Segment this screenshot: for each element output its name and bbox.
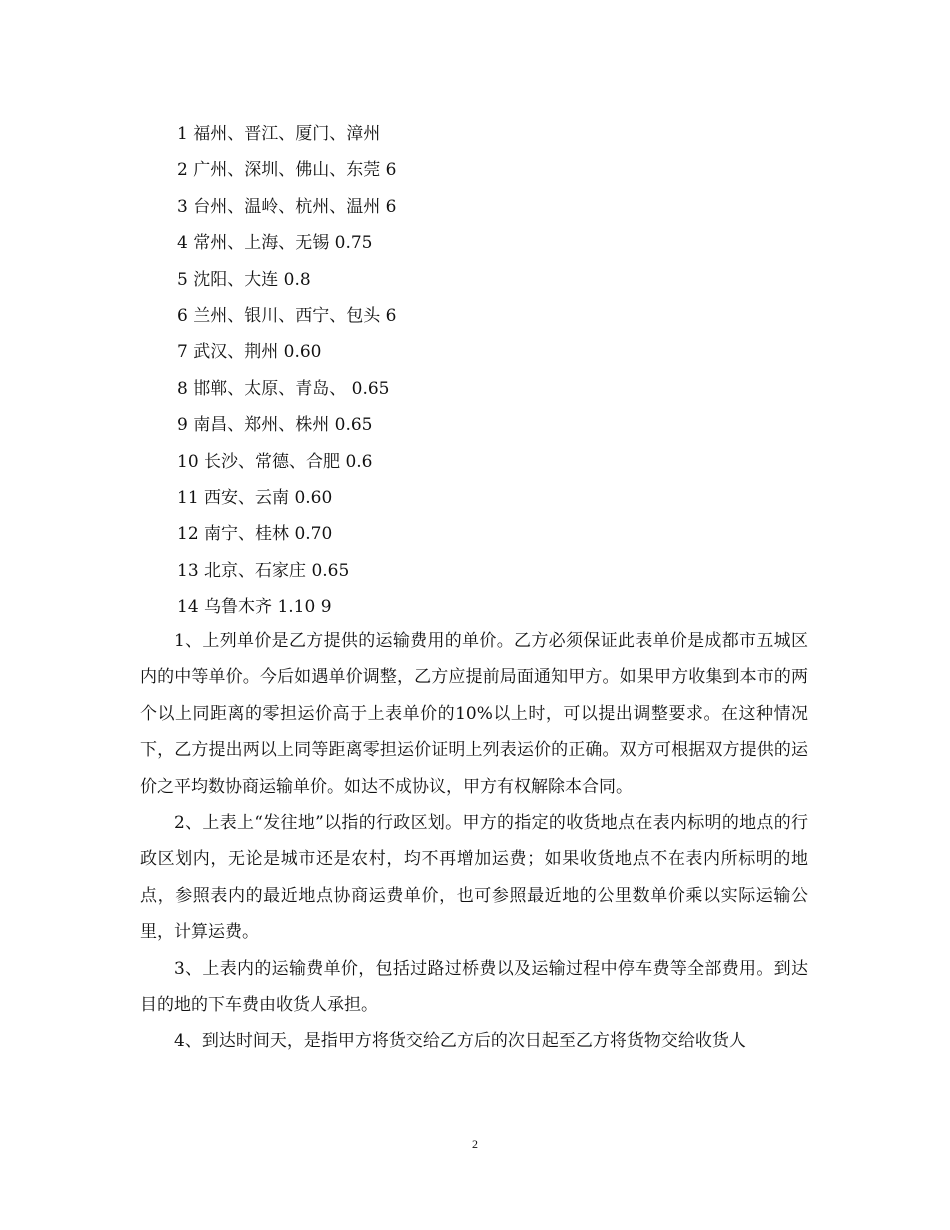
rate-list-item: 6 兰州、银川、西宁、包头 6 — [177, 305, 397, 326]
rate-list-item: 5 沈阳、大连 0.8 — [177, 269, 311, 290]
rate-list-item: 1 福州、晋江、厦门、漳州 — [177, 124, 381, 144]
rate-list-item: 7 武汉、荆州 0.60 — [177, 342, 322, 363]
page-number: 2 — [472, 1137, 478, 1151]
rate-list-item: 2 广州、深圳、佛山、东莞 6 — [177, 160, 397, 181]
rate-list-item: 8 邯郸、太原、青岛、 0.65 — [177, 378, 390, 399]
rate-list — [177, 116, 817, 625]
rate-list-item: 10 长沙、常德、合肥 0.6 — [177, 451, 373, 472]
paragraph-clause-2: 2、上表上“发往地”以指的行政区划。甲方的指定的收货地点在表内标明的地点的行政区划内，无论是城市还是农村，均不再增加运费；如果收货地点不在表内所标明的地点，参照表内的最近地点协商运费单价，也可参照最近地的公里数单价乘以实际运输公里，计算运费。 — [140, 813, 808, 943]
rate-list-item: 14 乌鲁木齐 1.10 9 — [177, 597, 332, 618]
paragraph-clause-1: 1、上列单价是乙方提供的运输费用的单价。乙方必须保证此表单价是成都市五城区内的中等单价。今后如遇单价调整，乙方应提前局面通知甲方。如果甲方收集到本市的两个以上同距离的零担运价高于上表单价的10%以上时，可以提出调整要求。在这种情况下，乙方提出两以上同等距离零担运价证明上列表运价的正确。双方可根据双方提供的运价之平均数协商运输单价。如达不成协议，甲方有权解除本合同。 — [140, 631, 808, 797]
rate-list-item: 11 西安、云南 0.60 — [177, 487, 333, 508]
rate-list-item: 13 北京、石家庄 0.65 — [177, 560, 350, 581]
rate-list-item: 9 南昌、郑州、株州 0.65 — [177, 415, 373, 436]
paragraph-clause-3: 3、上表内的运输费单价，包括过路过桥费以及运输过程中停车费等全部费用。到达目的地的下车费由收货人承担。 — [140, 958, 808, 1016]
rate-list-item: 4 常州、上海、无锡 0.75 — [177, 233, 373, 254]
rate-list-item: 12 南宁、桂林 0.70 — [177, 524, 333, 545]
body-text — [140, 623, 808, 1060]
paragraph-clause-4: 4、到达时间天，是指甲方将货交给乙方后的次日起至乙方将货物交给收货人 — [174, 1031, 746, 1052]
rate-list-item: 3 台州、温岭、杭州、温州 6 — [177, 196, 397, 217]
